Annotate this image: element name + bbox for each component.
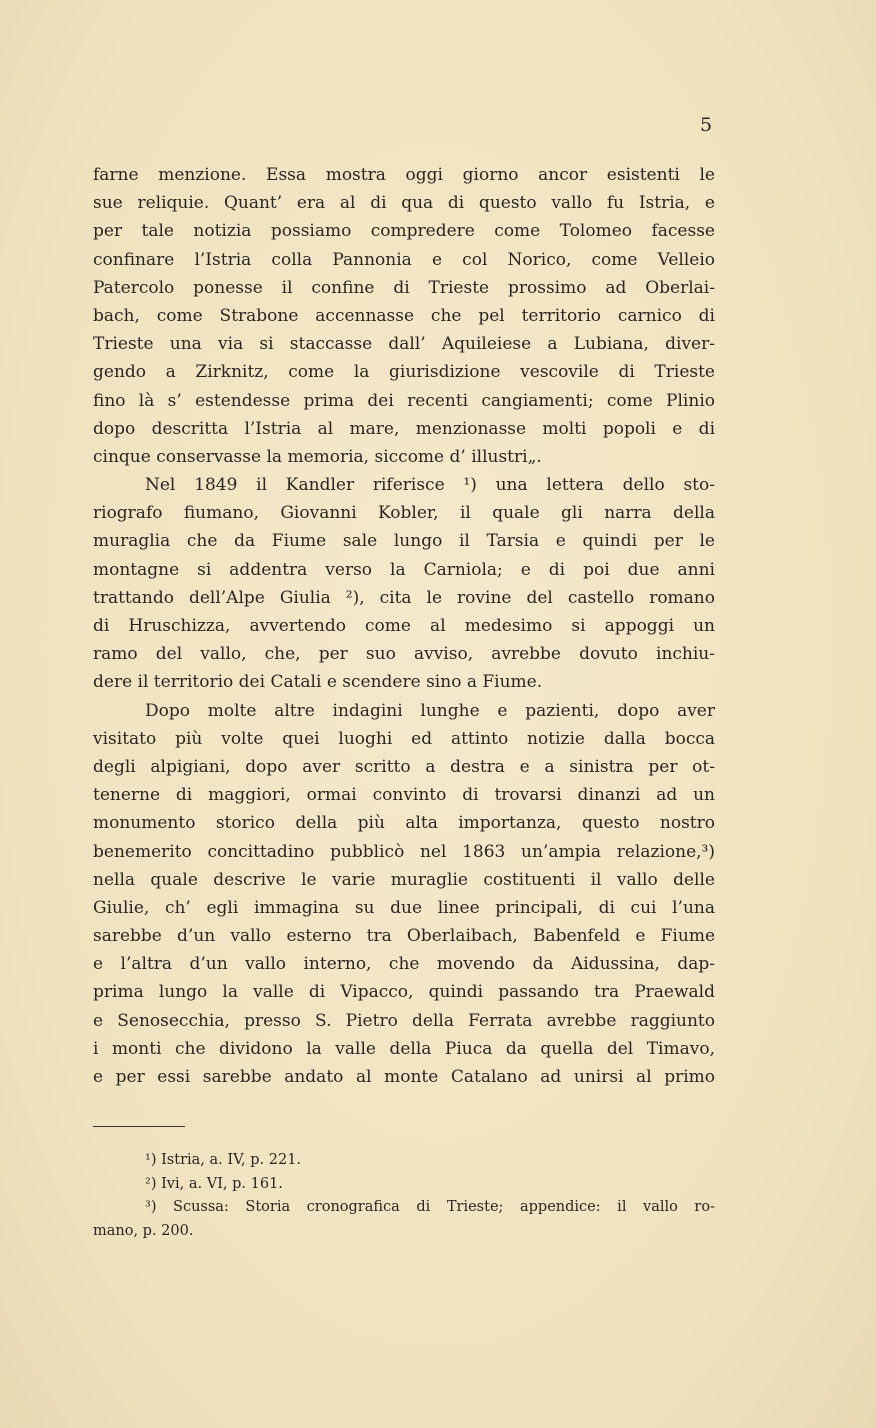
text-line: cinque conservasse la memoria, siccome d’ illustri„.	[93, 446, 542, 467]
text-line: confinare l’Istria colla Pannonia e col Norico, come Velleio	[93, 249, 715, 270]
text-line: Dopo molte altre indagini lunghe e pazienti, dopo aver	[145, 700, 715, 721]
text-line: sue reliquie. Quant’ era al di qua di questo vallo fu Istria, e	[93, 193, 715, 214]
text-line: gendo a Zirknitz, come la giurisdizione vescovile di Trieste	[93, 362, 715, 383]
footnote-line: ²) Ivi, a. VI, p. 161.	[145, 1175, 283, 1192]
body-text	[93, 161, 715, 1091]
text-line: muraglia che da Fiume sale lungo il Tarsia e quindi per le	[93, 531, 715, 552]
text-line: fino là s’ estendesse prima dei recenti cangiamenti; come Plinio	[93, 390, 715, 411]
footnote-line: ¹) Istria, a. IV, p. 221.	[145, 1152, 302, 1168]
text-line: tenerne di maggiori, ormai convinto di trovarsi dinanzi ad un	[93, 785, 715, 806]
text-line: di Hruschizza, avvertendo come al medesimo si appoggi un	[93, 616, 715, 636]
text-line: prima lungo la valle di Vipacco, quindi passando tra Praewald	[93, 982, 715, 1003]
text-line: monumento storico della più alta importanza, questo nostro	[93, 813, 715, 834]
text-line: sarebbe d’un vallo esterno tra Oberlaibach, Babenfeld e Fiume	[93, 926, 715, 947]
text-line: trattando dell’Alpe Giulia ²), cita le rovine del castello romano	[93, 587, 715, 608]
text-line: Patercolo ponesse il confine di Trieste prossimo ad Oberlai-	[93, 277, 715, 298]
footnote-line: ³) Scussa: Storia cronografica di Trieste; appendice: il vallo ro-	[145, 1199, 715, 1215]
text-line: farne menzione. Essa mostra oggi giorno ancor esistenti le	[93, 165, 715, 185]
text-line: visitato più volte quei luoghi ed attinto notizie dalla bocca	[93, 728, 715, 749]
text-line: dopo descritta l’Istria al mare, menzionasse molti popoli e di	[93, 418, 715, 439]
text-line: i monti che dividono la valle della Piuca da quella del Timavo,	[93, 1038, 715, 1059]
footnotes	[93, 1149, 715, 1243]
text-line: dere il territorio dei Catali e scendere sino a Fiume.	[93, 672, 543, 693]
text-line: e Senosecchia, presso S. Pietro della Ferrata avrebbe raggiunto	[93, 1010, 715, 1031]
text-line: bach, come Strabone accennasse che pel territorio carnico di	[93, 305, 715, 326]
text-line: nella quale descrive le varie muraglie costituenti il vallo delle	[93, 869, 715, 890]
text-line: Nel 1849 il Kandler riferisce ¹) una lettera dello sto-	[145, 475, 715, 496]
text-line: montagne si addentra verso la Carniola; e di poi due anni	[93, 559, 715, 580]
text-line: riografo fiumano, Giovanni Kobler, il quale gli narra della	[93, 503, 715, 524]
text-line: Trieste una via si staccasse dall’ Aquileiese a Lubiana, diver-	[93, 334, 715, 355]
text-line: per tale notizia possiamo compredere come Tolomeo facesse	[93, 221, 715, 242]
footnote-line: mano, p. 200.	[93, 1222, 194, 1239]
text-line: e l’altra d’un vallo interno, che movendo da Aidussina, dap-	[93, 954, 715, 975]
page-number: 5	[700, 114, 713, 136]
text-line: benemerito concittadino pubblicò nel 1863 un’ampia relazione,³)	[93, 841, 715, 862]
footnote-separator	[93, 1126, 185, 1127]
text-line: e per essi sarebbe andato al monte Catalano ad unirsi al primo	[93, 1067, 715, 1087]
text-line: degli alpigiani, dopo aver scritto a destra e a sinistra per ot-	[93, 756, 715, 777]
text-line: Giulie, ch’ egli immagina su due linee principali, di cui l’una	[93, 897, 715, 918]
text-line: ramo del vallo, che, per suo avviso, avrebbe dovuto inchiu-	[93, 644, 715, 665]
